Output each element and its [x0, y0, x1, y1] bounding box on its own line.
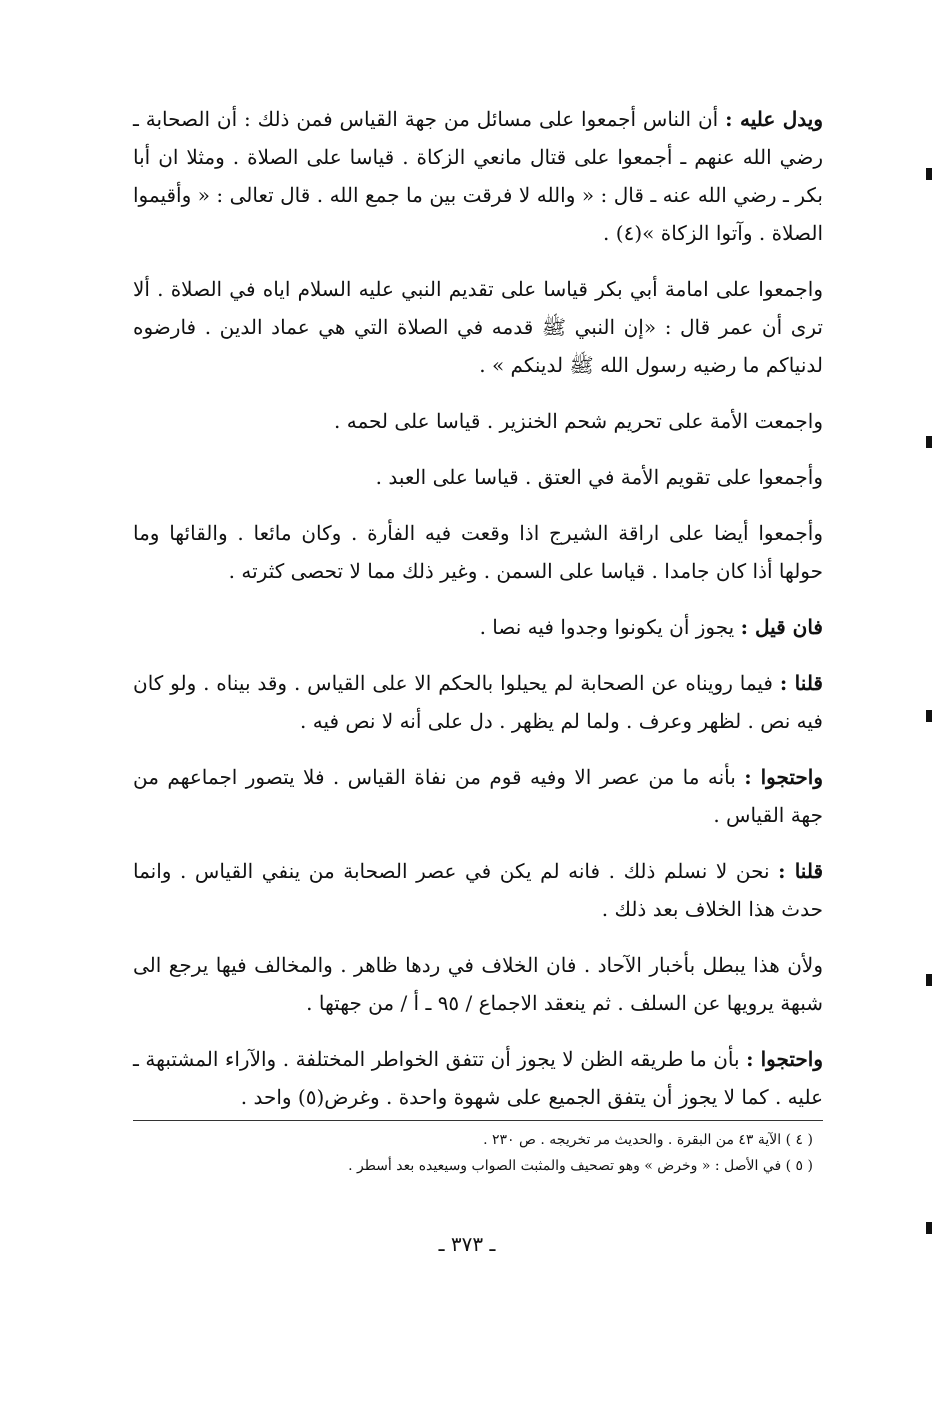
paragraph: [133, 100, 823, 252]
paragraph-lead: قلنا :: [779, 671, 823, 695]
footnote-divider: [133, 1120, 823, 1121]
paragraph: [133, 402, 823, 440]
paragraph-text: واجمعوا على امامة أبي بكر قياسا على تقديم النبي عليه السلام اياه في الصلاة . ألا ترى أن عمر قال : «إن النبي ﷺ قدمه في الصلاة التي هي عماد الدين . فارضوه لدنياكم ما رضيه رسول الله ﷺ لدينكم » .: [133, 277, 823, 377]
footnote: ( ٥ ) في الأصل : « وخرض » وهو تصحيف والمثبت الصواب وسيعيده بعد أسطر .: [348, 1158, 813, 1174]
paragraph-text: واجمعت الأمة على تحريم شحم الخنزير . قياسا على لحمه .: [334, 409, 823, 433]
margin-mark: [926, 710, 932, 722]
paragraph-text: وأجمعوا أيضا على اراقة الشيرج اذا وقعت فيه الفأرة . وكان مائعا . والقائها وما حولها أذا كان جامدا . قياسا على السمن . وغير ذلك مما لا تحصى كثرته .: [133, 521, 823, 583]
paragraph-text: بأن ما طريقه الظن لا يجوز أن تتفق الخواطر المختلفة . والآراء المشتبهة ـ عليه . كما لا يجوز أن يتفق الجميع على شهوة واحدة . وغرض(٥) واحد .: [133, 1047, 823, 1109]
paragraph-text: ولأن هذا يبطل بأخبار الآحاد . فان الخلاف في ردها ظاهر . والمخالف فيها يرجع الى شبهة يرويها عن السلف . ثم ينعقد الاجماع / ٩٥ ـ أ / من جهتها .: [133, 953, 823, 1015]
margin-mark: [926, 974, 932, 986]
paragraph: [133, 608, 823, 646]
paragraph: [133, 852, 823, 928]
paragraph-lead: فان قيل :: [740, 615, 823, 639]
margin-mark: [926, 168, 932, 180]
main-text: [133, 100, 823, 1116]
paragraph: [133, 458, 823, 496]
margin-mark: [926, 436, 932, 448]
paragraph: [133, 664, 823, 740]
paragraph: [133, 1040, 823, 1116]
paragraph-lead: واحتجوا :: [744, 765, 823, 789]
footnote: ( ٤ ) الآية ٤٣ من البقرة . والحديث مر تخريجه . ص ٢٣٠ .: [483, 1132, 813, 1148]
paragraph-text: يجوز أن يكونوا وجدوا فيه نصا .: [479, 615, 735, 639]
paragraph-text: أن الناس أجمعوا على مسائل من جهة القياس فمن ذلك : أن الصحابة ـ رضي الله عنهم ـ أجمعوا على قتال مانعي الزكاة . قياسا على الصلاة . ومثلا ان أبا بكر ـ رضي الله عنه ـ قال : « والله لا فرقت بين ما جمع الله . قال تعالى : « وأقيموا الصلاة . وآتوا الزكاة »(٤) .: [133, 107, 823, 245]
paragraph-text: نحن لا نسلم ذلك . فانه لم يكن في عصر الصحابة من ينفي القياس . وانما حدث هذا الخلاف بعد ذلك .: [133, 859, 823, 921]
paragraph-text: بأنه ما من عصر الا وفيه قوم من نفاة القياس . فلا يتصور اجماعهم من جهة القياس .: [133, 765, 823, 827]
paragraph-lead: قلنا :: [778, 859, 824, 883]
paragraph-text: فيما رويناه عن الصحابة لم يحيلوا بالحكم الا على القياس . وقد بيناه . ولو كان فيه نص . لظهر وعرف . ولما لم يظهر . دل على أنه لا نص فيه .: [133, 671, 823, 733]
margin-mark: [926, 1222, 932, 1234]
page-body: [133, 100, 823, 1179]
paragraph-lead: ويدل عليه :: [725, 107, 824, 131]
page-number: ـ ٣٧٣ ـ: [438, 1232, 496, 1256]
paragraph: [133, 758, 823, 834]
paragraph: [133, 514, 823, 590]
paragraph-text: وأجمعوا على تقويم الأمة في العتق . قياسا على العبد .: [375, 465, 823, 489]
paragraph: [133, 946, 823, 1022]
paragraph-lead: واحتجوا :: [746, 1047, 823, 1071]
paragraph: [133, 270, 823, 384]
